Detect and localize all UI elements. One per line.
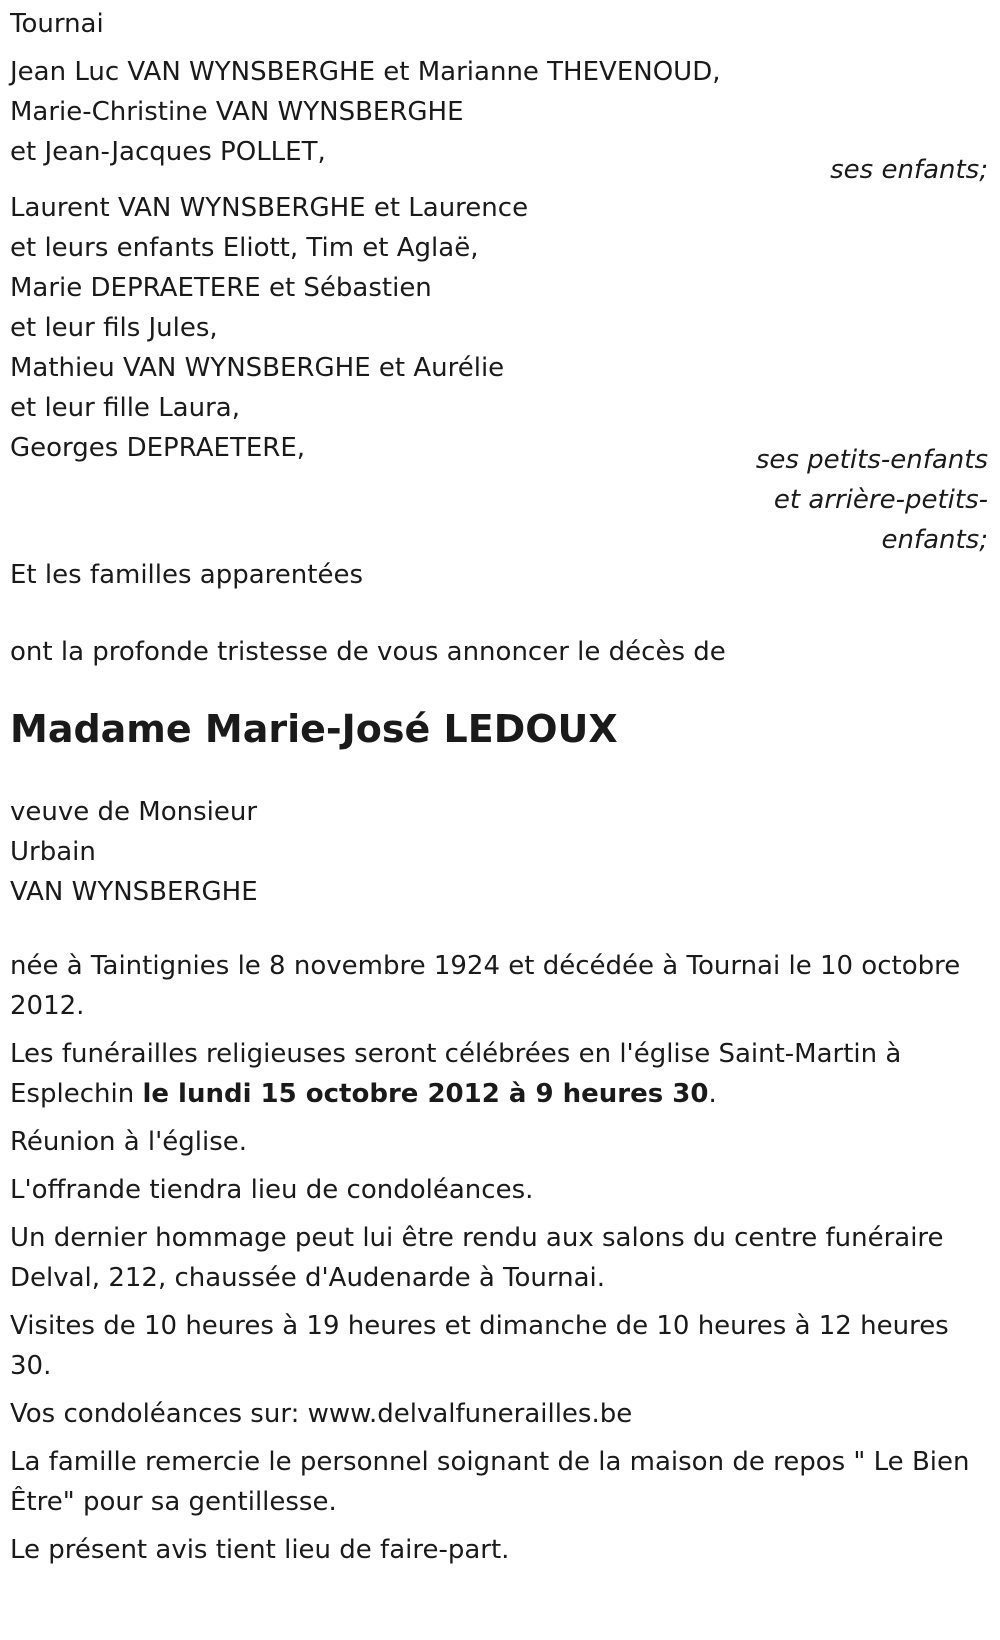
funeral-paragraph: [10, 1034, 980, 1114]
notice-paragraph: Le présent avis tient lieu de faire-part.: [10, 1535, 510, 1565]
funeral-date: le lundi 15 octobre 2012 à 9 heures 30: [142, 1079, 709, 1109]
grandchildren-block: [10, 188, 990, 468]
offering-paragraph: L'offrande tiendra lieu de condoléances.: [10, 1175, 534, 1205]
funeral-end: .: [708, 1079, 717, 1109]
thanks-paragraph: La famille remercie le personnel soignant de la maison de repos " Le Bien Être" pour sa gentillesse.: [10, 1447, 970, 1517]
funeral-text: Les funérailles religieuses seront célébrées en l'église Saint-Martin à Esplechin: [10, 1039, 902, 1109]
children-role: ses enfants;: [830, 155, 988, 185]
visits-paragraph: Visites de 10 heures à 19 heures et dimanche de 10 heures à 12 heures 30.: [10, 1311, 949, 1381]
grandchildren-role-line: enfants;: [881, 525, 988, 555]
children-line: et Jean-Jacques POLLET,: [10, 137, 326, 167]
spouse-block: [10, 792, 990, 912]
spouse-line: Urbain: [10, 837, 96, 867]
grandchildren-line: et leurs enfants Eliott, Tim et Aglaë,: [10, 233, 479, 263]
children-line: Marie-Christine VAN WYNSBERGHE: [10, 97, 464, 127]
grandchildren-role: [10, 440, 990, 560]
details-block: [10, 946, 980, 1570]
meeting-paragraph: Réunion à l'église.: [10, 1127, 248, 1157]
condolences-paragraph: Vos condoléances sur: www.delvalfunerailles.be: [10, 1399, 633, 1429]
grandchildren-line: Marie DEPRAETERE et Sébastien: [10, 273, 432, 303]
grandchildren-role-line: et arrière-petits-: [773, 485, 988, 515]
spouse-line: VAN WYNSBERGHE: [10, 877, 258, 907]
grandchildren-line: Mathieu VAN WYNSBERGHE et Aurélie: [10, 353, 505, 383]
grandchildren-line: Laurent VAN WYNSBERGHE et Laurence: [10, 193, 529, 223]
grandchildren-role-line: ses petits-enfants: [755, 445, 988, 475]
city-label: Tournai: [10, 9, 104, 39]
grandchildren-line: et leur fille Laura,: [10, 393, 240, 423]
announcement-line: ont la profonde tristesse de vous annoncer le décès de: [10, 637, 726, 667]
children-line: Jean Luc VAN WYNSBERGHE et Marianne THEVENOUD,: [10, 57, 721, 87]
birth-death-paragraph: née à Taintignies le 8 novembre 1924 et décédée à Tournai le 10 octobre 2012.: [10, 951, 961, 1021]
grandchildren-line: et leur fils Jules,: [10, 313, 218, 343]
tribute-paragraph: Un dernier hommage peut lui être rendu aux salons du centre funéraire Delval, 212, chaussée d'Audenarde à Tournai.: [10, 1223, 944, 1293]
deceased-name: Madame Marie-José LEDOUX: [10, 707, 618, 751]
grandchildren-line: Georges DEPRAETERE,: [10, 433, 306, 463]
spouse-line: veuve de Monsieur: [10, 797, 258, 827]
families-line: Et les familles apparentées: [10, 560, 364, 590]
